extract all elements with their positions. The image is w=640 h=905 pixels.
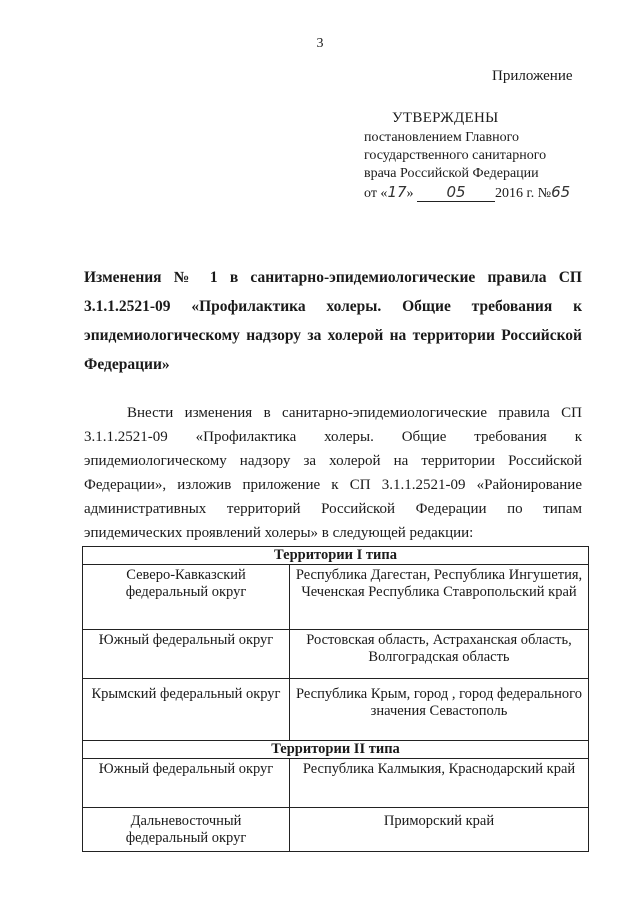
district-cell: Дальневосточный федеральный округ [83, 808, 290, 852]
table-section-header [83, 547, 589, 565]
handwritten-day: 17 [387, 183, 407, 201]
date-day-close: » [406, 186, 414, 201]
district-cell: Северо-Кавказский федеральный округ [83, 565, 290, 630]
month-blank [417, 185, 495, 202]
table-section-header [83, 741, 589, 759]
table-row [83, 630, 589, 679]
table-row [83, 679, 589, 741]
table-row [83, 808, 589, 852]
handwritten-number: 65 [551, 183, 571, 201]
subjects-cell: Ростовская область, Астраханская область, Волгоградская область [290, 630, 589, 679]
approval-date-line [364, 183, 604, 203]
district-cell: Крымский федеральный округ [83, 679, 290, 741]
subjects-cell: Республика Крым, город , город федерального значения Севастополь [290, 679, 589, 741]
year-and-number-label: 2016 г. № [495, 186, 552, 201]
approval-line: постановлением Главного [364, 130, 519, 145]
subjects-cell: Республика Калмыкия, Краснодарский край [290, 759, 589, 808]
approval-block [364, 129, 604, 203]
table-row [83, 565, 589, 630]
district-cell: Южный федеральный округ [83, 759, 290, 808]
date-prefix: от « [364, 186, 388, 201]
type2-header: Территории II типа [83, 741, 589, 759]
appendix-label: Приложение [492, 68, 573, 84]
subjects-cell: Приморский край [290, 808, 589, 852]
table-row [83, 759, 589, 808]
district-cell: Южный федеральный округ [83, 630, 290, 679]
approval-heading: УТВЕРЖДЕНЫ [392, 110, 499, 126]
approval-line: государственного санитарного [364, 148, 547, 163]
handwritten-month: 05 [446, 183, 466, 201]
document-title: Изменения № 1 в санитарно-эпидемиологические правила СП 3.1.1.2521-09 «Профилактика холеры. Общие требования к эпидемиологическому надзору за холерой на территории Российской Федерации» [84, 269, 582, 373]
body-paragraph: Внести изменения в санитарно-эпидемиологические правила СП 3.1.1.2521-09 «Профилактика холеры. Общие требования к эпидемиологическому надзору за холерой на территории Российской Федерации», изложив приложение к СП 3.1.1.2521-09 «Районирование административных территорий Российской Федерации по типам эпидемических проявлений холеры» в следующей редакции: [84, 405, 582, 541]
page-number: 3 [316, 36, 324, 51]
subjects-cell: Республика Дагестан, Республика Ингушетия, Чеченская Республика Ставропольский край [290, 565, 589, 630]
type1-header: Территории I типа [83, 547, 589, 565]
approval-line: врача Российской Федерации [364, 166, 539, 181]
regions-table [82, 546, 589, 852]
